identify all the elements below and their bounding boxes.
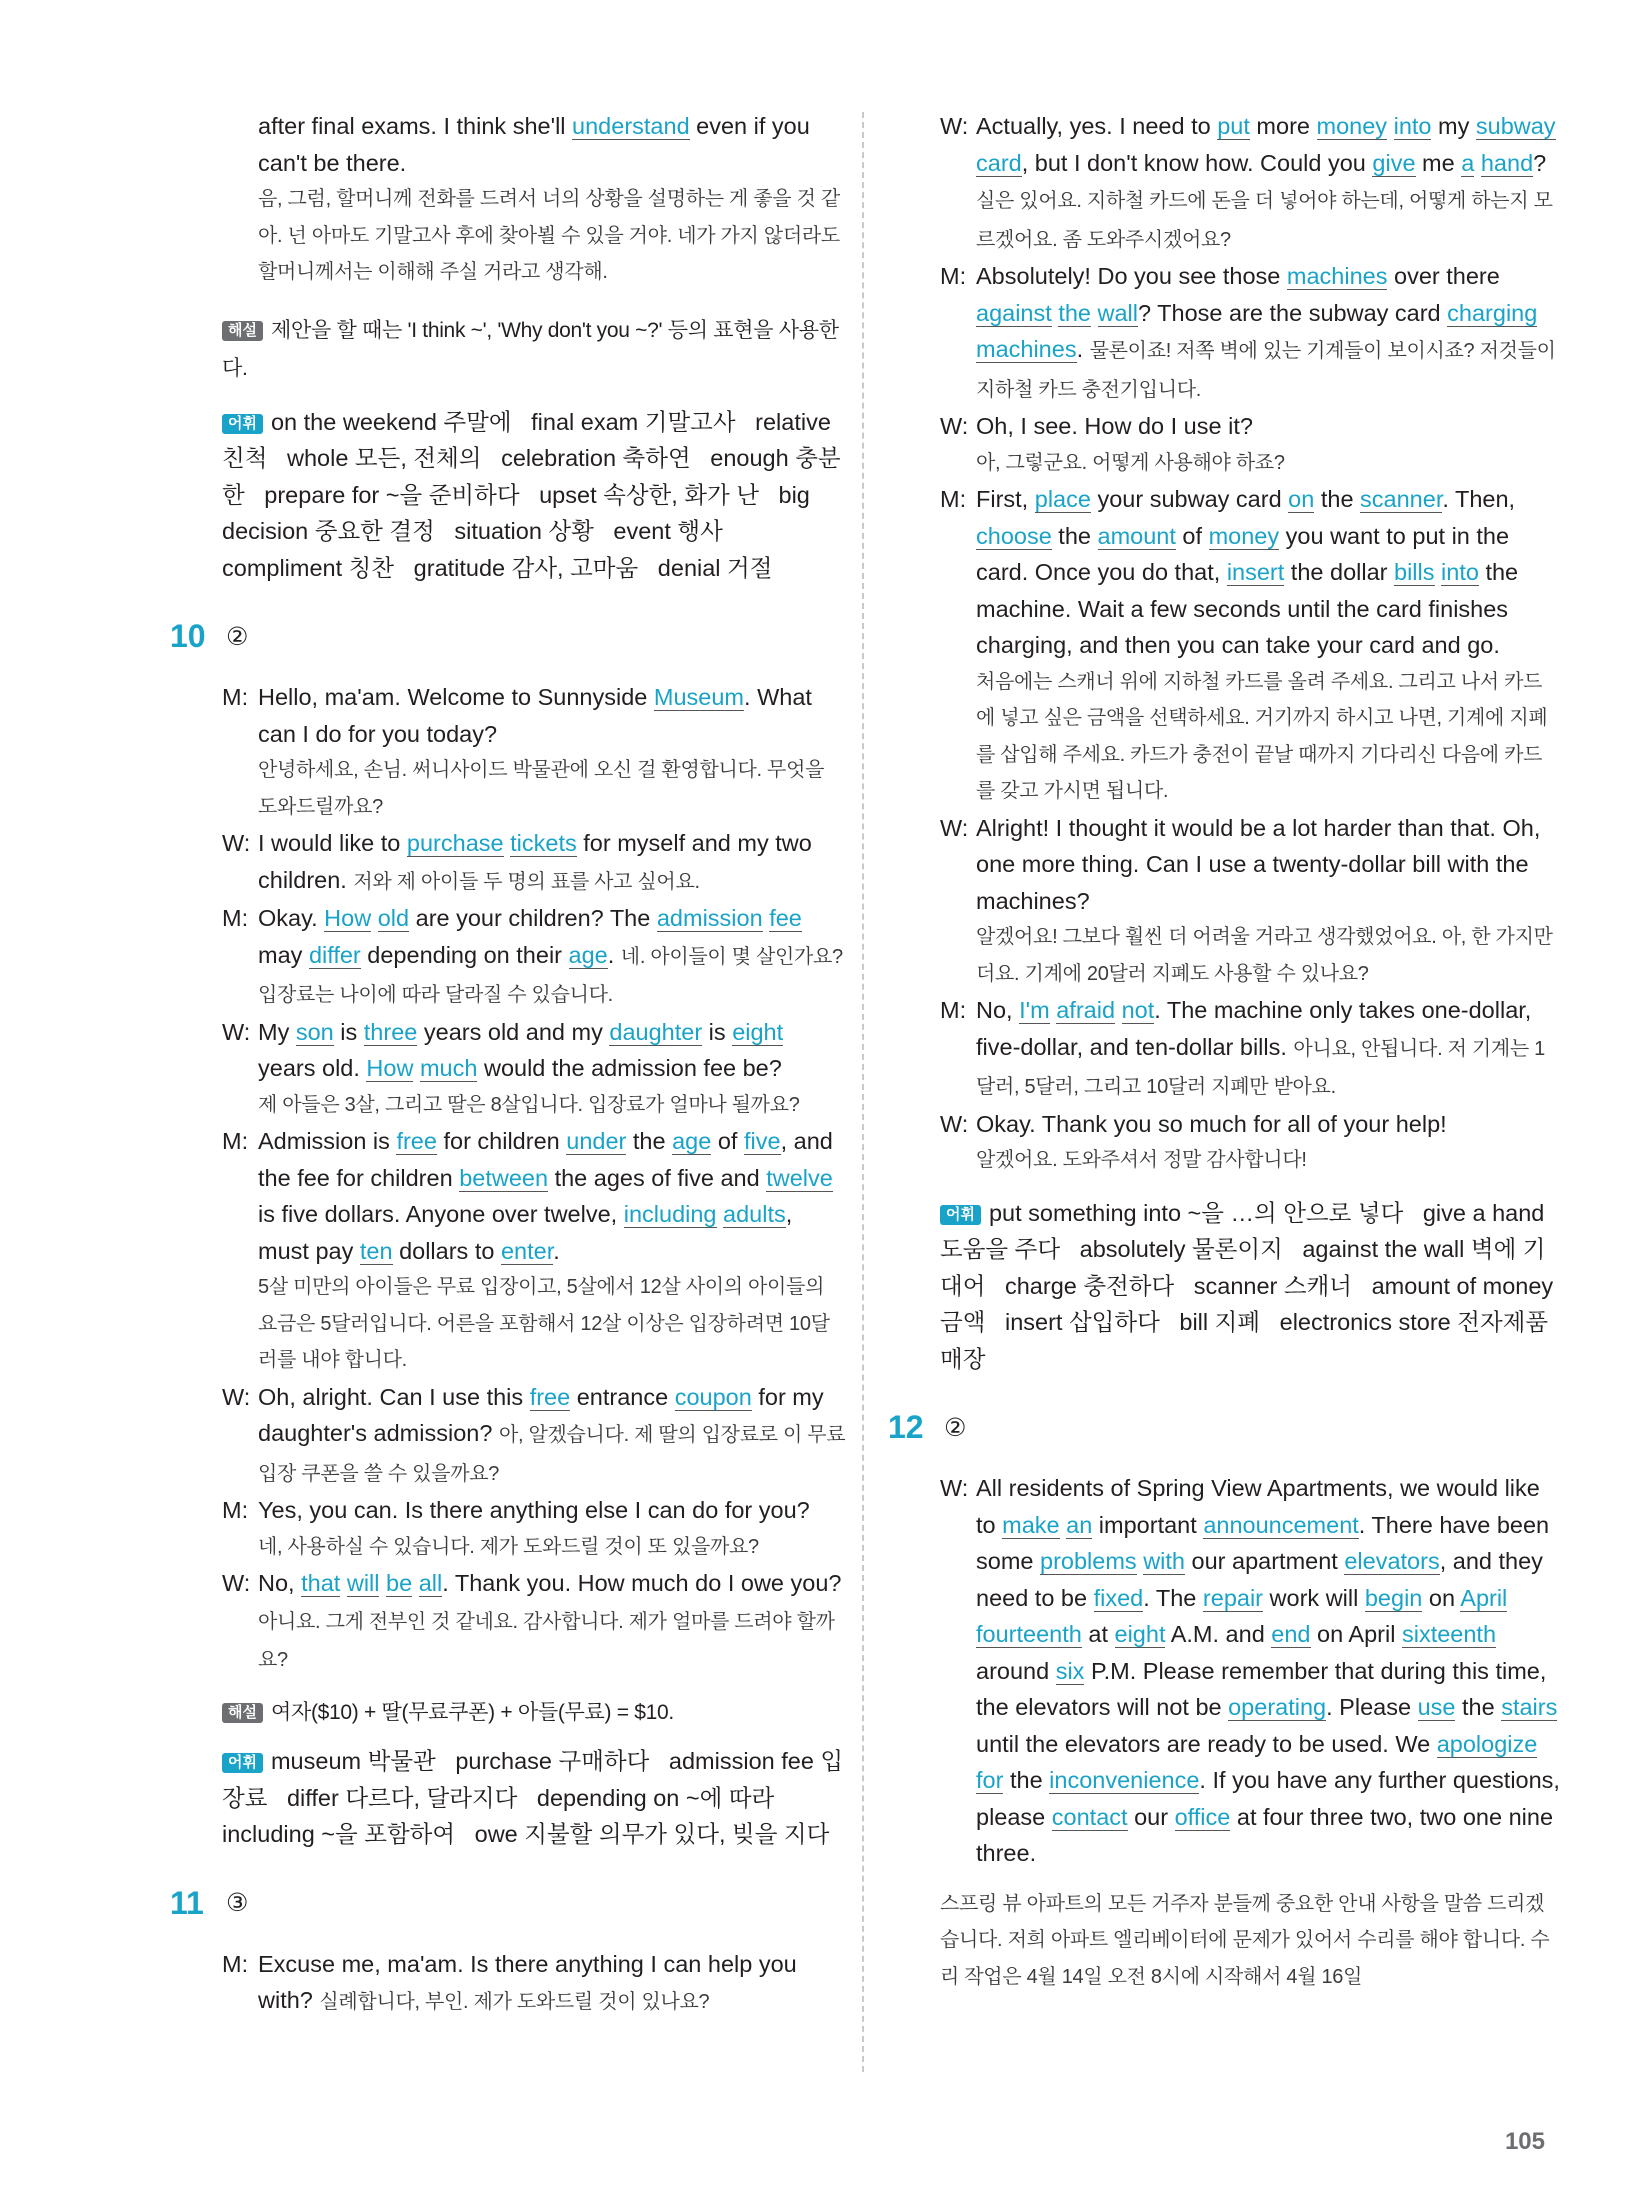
blank-answer: machines	[976, 336, 1077, 362]
speaker-label: W:	[222, 1018, 251, 1045]
blank-answer: five	[743, 1128, 781, 1154]
speaker-label: M:	[222, 1950, 249, 1977]
blank-answer: be	[386, 1570, 413, 1596]
question-number: 10	[170, 618, 206, 654]
column-divider	[862, 112, 864, 2072]
blank-answer: money	[1208, 522, 1280, 549]
explanation-tag: 해설	[222, 321, 263, 341]
blank-answer: a	[1461, 149, 1475, 176]
korean-translation: 아, 그렇군요. 어떻게 사용해야 하죠?	[976, 451, 1285, 474]
korean-translation: 처음에는 스캐너 위에 지하철 카드를 올려 주세요. 그리고 나서 카드에 넣고 싶은 금액을 선택하세요. 거기까지 하시고 나면, 기계에 지폐를 삽입해 주세요. 카드가 충전이 끝날 때까지 기다리신 다음에 카드를 갖고 가시면 됩니다.	[976, 670, 1548, 802]
korean-translation: 아니요. 그게 전부인 것 같네요. 감사합니다. 제가 얼마를 드려야 할까요?	[258, 1610, 835, 1671]
speaker-label: M:	[222, 684, 249, 710]
blank-answer: twelve	[766, 1164, 833, 1191]
blank-answer: contact	[1051, 1803, 1128, 1830]
blank-answer: repair	[1202, 1584, 1264, 1611]
blank-answer: eight	[732, 1018, 784, 1045]
speaker-label: W:	[222, 830, 251, 856]
blank-answer: bills	[1394, 559, 1435, 585]
speaker-label: M:	[940, 486, 967, 512]
blank-answer: How	[324, 905, 372, 931]
blank-answer: on	[1288, 486, 1315, 512]
explanation-tag: 해설	[222, 1703, 263, 1723]
blank-answer: card	[976, 149, 1022, 176]
vocabulary-note	[222, 404, 847, 587]
vocabulary-note	[940, 1195, 1560, 1378]
explanation-note	[222, 311, 847, 388]
blank-answer: between	[459, 1164, 549, 1191]
blank-answer: end	[1271, 1621, 1311, 1647]
blank-answer: fourteenth	[976, 1621, 1082, 1647]
blank-answer: age	[568, 941, 608, 968]
vocabulary-tag: 어휘	[940, 1205, 981, 1225]
korean-translation: 아니요, 안됩니다. 저 기계는 1달러, 5달러, 그리고 10달러 지폐만 받아요.	[976, 1037, 1546, 1098]
blank-answer: April	[1460, 1584, 1508, 1611]
korean-translation: 아, 알겠습니다. 제 딸의 입장료로 이 무료 입장 쿠폰을 쓸 수 있을까요?	[258, 1424, 846, 1485]
explanation-text: 제안을 할 때는 'I think ~', 'Why don't you ~?' 등의 표현을 사용한다.	[222, 318, 839, 380]
blank-answer: eight	[1114, 1621, 1166, 1647]
blank-answer: all	[418, 1570, 443, 1596]
dialogue-turn: W: Okay. Thank you so much for all of your help! 알겠어요. 도와주셔서 정말 감사합니다!	[940, 1106, 1560, 1179]
korean-translation: 제 아들은 3살, 그리고 딸은 8살입니다. 입장료가 얼마나 될까요?	[258, 1093, 800, 1116]
korean-translation: 실은 있어요. 지하철 카드에 돈을 더 넣어야 하는데, 어떻게 하는지 모르겠어요. 좀 도와주시겠어요?	[976, 190, 1553, 251]
blank-answer: son	[295, 1018, 334, 1045]
dialogue-turn: M: First, place your subway card on the scanner. Then, choose the amount of money you want to put in the card. Once you do that, insert the dollar bills into the machine. Wait a few seconds until the card finishes charging, and then you can take your card and go. 처음에는 스캐너 위에 지하철 카드를 올려 주세요. 그리고 나서 카드에 넣고 싶은 금액을 선택하세요. 거기까지 하시고 나면, 기계에 지폐를 삽입해 주세요. 카드가 충전이 끝날 때까지 기다리신 다음에 카드를 갖고 가시면 됩니다.	[940, 481, 1560, 810]
blank-answer: problems	[1040, 1548, 1137, 1574]
blank-answer: understand	[572, 113, 690, 139]
blank-answer: put	[1217, 113, 1250, 139]
blank-answer: elevators	[1344, 1548, 1440, 1574]
vocabulary-text: put something into ~을 …의 안으로 넣다 give a hand 도움을 주다 absolutely 물론이지 against the wall 벽에 기대어 charge 충전하다 scanner 스캐너 amount of money 금액 insert 삽입하다 bill 지폐 electronics store 전자제품 매장	[940, 1199, 1560, 1372]
blank-answer: subway	[1475, 113, 1556, 139]
blank-answer: daughter	[609, 1018, 703, 1045]
answer-mark: ②	[226, 622, 249, 651]
blank-answer: sixteenth	[1401, 1621, 1497, 1647]
speaker-label: W:	[940, 1110, 969, 1137]
blank-answer: adults	[723, 1201, 786, 1227]
korean-translation: 알겠어요! 그보다 훨씬 더 어려울 거라고 생각했었어요. 아, 한 가지만 더요. 기계에 20달러 지폐도 사용할 수 있나요?	[976, 926, 1553, 985]
blank-answer: not	[1121, 997, 1155, 1023]
text: even if you can't be there.	[258, 113, 810, 176]
blank-answer: hand	[1480, 149, 1534, 176]
korean-translation: 실례합니다, 부인. 제가 도와드릴 것이 있나요?	[319, 1991, 710, 2013]
blank-answer: machines	[1286, 263, 1388, 289]
speaker-label: W:	[222, 1383, 251, 1410]
blank-answer: use	[1417, 1694, 1456, 1720]
dialogue-turn: W: Oh, I see. How do I use it? 아, 그렇군요. 어떻게 사용해야 하죠?	[940, 408, 1560, 481]
vocabulary-tag: 어휘	[222, 414, 263, 434]
blank-answer: old	[377, 905, 410, 931]
blank-answer: free	[529, 1383, 571, 1410]
blank-answer: an	[1066, 1511, 1093, 1538]
dialogue-turn: M: Okay. How old are your children? The admission fee may differ depending on their age. 네. 아이들이 몇 살인가요? 입장료는 나이에 따라 달라질 수 있습니다.	[222, 900, 847, 1014]
question-number: 12	[888, 1409, 924, 1445]
blank-answer: begin	[1364, 1584, 1423, 1611]
korean-translation: 알겠어요. 도와주셔서 정말 감사합니다!	[976, 1149, 1307, 1171]
question-number: 11	[170, 1884, 204, 1921]
vocabulary-text: museum 박물관 purchase 구매하다 admission fee 입장료 differ 다르다, 달라지다 depending on ~에 따라 including ~을 포함하여 owe 지불할 의무가 있다, 빚을 지다	[222, 1748, 844, 1847]
blank-answer: Museum	[653, 684, 745, 710]
question-11-header	[170, 1885, 847, 1922]
korean-translation: 음, 그럼, 할머니께 전화를 드려서 너의 상황을 설명하는 게 좋을 것 같아. 넌 아마도 기말고사 후에 찾아뵐 수 있을 거야. 네가 가지 않더라도 할머니께서는 이해해 주실 거라고 생각해.	[258, 188, 840, 283]
blank-answer: under	[566, 1128, 627, 1154]
blank-answer: with	[1143, 1548, 1185, 1574]
speaker-label: W:	[940, 1475, 969, 1501]
blank-answer: purchase	[406, 830, 504, 856]
blank-answer: give	[1372, 149, 1416, 176]
dialogue-turn: M: Excuse me, ma'am. Is there anything I can help you with? 실례합니다, 부인. 제가 도와드릴 것이 있나요?	[222, 1946, 847, 2021]
question-12-header	[888, 1409, 1560, 1446]
dialogue-turn: W: Oh, alright. Can I use this free entrance coupon for my daughter's admission? 아, 알겠습니다. 제 딸의 입장료로 이 무료 입장 쿠폰을 쓸 수 있을까요?	[222, 1379, 847, 1493]
speaker-label: M:	[940, 263, 967, 289]
blank-answer: free	[396, 1128, 437, 1154]
speaker-label: M:	[222, 905, 249, 931]
blank-answer: scanner	[1360, 486, 1443, 512]
blank-answer: place	[1034, 486, 1091, 512]
korean-translation: 네, 사용하실 수 있습니다. 제가 도와드릴 것이 또 있을까요?	[258, 1535, 759, 1558]
blank-answer: much	[419, 1055, 478, 1081]
blank-answer: admission	[656, 905, 763, 931]
blank-answer: stairs	[1501, 1694, 1558, 1720]
blank-answer: I'm	[1019, 997, 1050, 1023]
korean-translation: 안녕하세요, 손님. 써니사이드 박물관에 오신 걸 환영합니다. 무엇을 도와드릴까요?	[258, 759, 825, 818]
speaker-label: W:	[940, 814, 969, 841]
blank-answer: ten	[359, 1237, 393, 1264]
blank-answer: apologize	[1436, 1730, 1538, 1757]
speaker-label: M:	[222, 1497, 249, 1523]
korean-translation: 네. 아이들이 몇 살인가요? 입장료는 나이에 따라 달라질 수 있습니다.	[258, 945, 843, 1006]
vocabulary-note	[222, 1743, 847, 1853]
vocabulary-tag: 어휘	[222, 1753, 263, 1773]
speaker-label: M:	[222, 1128, 249, 1154]
blank-answer: differ	[308, 941, 361, 968]
text: after final exams. I think she'll	[258, 113, 573, 139]
left-column	[170, 108, 847, 2021]
blank-answer: six	[1055, 1657, 1085, 1684]
blank-answer: that	[301, 1570, 341, 1596]
dialogue-turn: W: Actually, yes. I need to put more money into my subway card, but I don't know how. Could you give me a hand? 실은 있어요. 지하철 카드에 돈을 더 넣어야 하는데, 어떻게 하는지 모르겠어요. 좀 도와주시겠어요?	[940, 108, 1560, 258]
blank-answer: tickets	[510, 830, 577, 856]
blank-answer: into	[1393, 113, 1432, 139]
page-number: 105	[1504, 2128, 1545, 2155]
dialogue-turn: W: No, that will be all. Thank you. How much do I owe you? 아니요. 그게 전부인 것 같네요. 감사합니다. 제가 얼마를 드려야 할까요?	[222, 1565, 847, 1679]
blank-answer: office	[1174, 1803, 1231, 1830]
korean-translation: 물론이죠! 저쪽 벽에 있는 기계들이 보이시죠? 저것들이 지하철 카드 충전기입니다.	[976, 340, 1556, 401]
blank-answer: the	[1058, 299, 1091, 326]
blank-answer: choose	[976, 522, 1052, 549]
blank-answer: charging	[1447, 299, 1538, 326]
blank-answer: How	[366, 1055, 414, 1081]
blank-answer: fixed	[1093, 1584, 1144, 1611]
korean-translation: 스프링 뷰 아파트의 모든 거주자 분들께 중요한 안내 사항을 말씀 드리겠습니다. 저희 아파트 엘리베이터에 문제가 있어서 수리를 해야 합니다. 수리 작업은 4월 14일 오전 8시에 시작해서 4월 16일	[940, 1892, 1550, 1988]
explanation-text: 여자($10) + 딸(무료쿠폰) + 아들(무료) = $10.	[270, 1700, 674, 1724]
blank-answer: into	[1441, 559, 1479, 585]
vocabulary-text: on the weekend 주말에 final exam 기말고사 relative 친척 whole 모든, 전체의 celebration 축하연 enough 충분한 prepare for ~을 준비하다 upset 속상한, 화가 난 big decision 중요한 결정 situation 상황 event 행사 compliment 칭찬 gratitude 감사, 고마움 denial 거절	[222, 408, 841, 581]
speaker-label: M:	[940, 997, 967, 1023]
speaker-label: W:	[222, 1570, 251, 1596]
right-column	[888, 108, 1560, 1995]
blank-answer: age	[672, 1128, 712, 1154]
blank-answer: afraid	[1056, 997, 1116, 1023]
dialogue-turn: M: Hello, ma'am. Welcome to Sunnyside Museum. What can I do for you today? 안녕하세요, 손님. 써니사이드 박물관에 오신 걸 환영합니다. 무엇을 도와드릴까요?	[222, 679, 847, 825]
blank-answer: wall	[1097, 299, 1138, 326]
blank-answer: money	[1316, 113, 1388, 139]
speaker-label: W:	[940, 413, 969, 439]
question-10-dialogue	[222, 679, 847, 1679]
blank-answer: enter	[500, 1237, 554, 1264]
blank-answer: insert	[1226, 559, 1285, 585]
blank-answer: announcement	[1203, 1511, 1359, 1538]
blank-answer: will	[346, 1570, 380, 1596]
blank-answer: for	[976, 1767, 1004, 1793]
blank-answer: three	[363, 1018, 418, 1045]
blank-answer: inconvenience	[1049, 1767, 1200, 1793]
speaker-label: W:	[940, 113, 969, 139]
blank-answer: make	[1002, 1511, 1060, 1538]
dialogue-turn: W: Alright! I thought it would be a lot harder than that. Oh, one more thing. Can I use a twenty-dollar bill with the machines? 알겠어요! 그보다 훨씬 더 어려울 거라고 생각했었어요. 아, 한 가지만 더요. 기계에 20달러 지폐도 사용할 수 있나요?	[940, 810, 1560, 993]
dialogue-turn: M: No, I'm afraid not. The machine only takes one-dollar, five-dollar, and ten-dollar bills. 아니요, 안됩니다. 저 기계는 1달러, 5달러, 그리고 10달러 지폐만 받아요.	[940, 992, 1560, 1106]
question-10-header	[170, 618, 847, 655]
dialogue-continuation	[222, 108, 847, 291]
answer-mark: ③	[226, 1889, 249, 1917]
korean-translation: 저와 제 아이들 두 명의 표를 사고 싶어요.	[353, 870, 700, 893]
blank-answer: fee	[769, 905, 802, 931]
dialogue-turn: W: My son is three years old and my daughter is eight years old. How much would the admission fee be? 제 아들은 3살, 그리고 딸은 8살입니다. 입장료가 얼마나 될까요?	[222, 1014, 847, 1124]
blank-answer: against	[976, 299, 1052, 326]
explanation-note	[222, 1693, 847, 1732]
dialogue-turn: M: Absolutely! Do you see those machines over there against the wall? Those are the subway card charging machines. 물론이죠! 저쪽 벽에 있는 기계들이 보이시죠? 저것들이 지하철 카드 충전기입니다.	[940, 258, 1560, 408]
blank-answer: including	[623, 1201, 717, 1227]
blank-answer: amount	[1097, 522, 1176, 549]
korean-translation: 5살 미만의 아이들은 무료 입장이고, 5살에서 12살 사이의 아이들의 요금은 5달러입니다. 어른을 포함해서 12살 이상은 입장하려면 10달러를 내야 합니다.	[258, 1276, 830, 1371]
answer-mark: ②	[944, 1413, 967, 1442]
blank-answer: coupon	[674, 1383, 752, 1410]
blank-answer: operating	[1228, 1694, 1327, 1720]
announcement: W: All residents of Spring View Apartments, we would like to make an important announcement. There have been some problems with our apartment elevators, and they need to be fixed. The repair work will begin on April fourteenth at eight A.M. and end on April sixteenth around six P.M. Please remember that during this time, the elevators will not be operating. Please use the stairs until the elevators are ready to be used. We apologize for the inconvenience. If you have any further questions, please contact our office at four three two, two one nine three.	[940, 1470, 1560, 1872]
dialogue-turn: M: Yes, you can. Is there anything else I can do for you? 네, 사용하실 수 있습니다. 제가 도와드릴 것이 또 있을까요?	[222, 1492, 847, 1565]
dialogue-turn: M: Admission is free for children under the age of five, and the fee for children between the ages of five and twelve is five dollars. Anyone over twelve, including adults, must pay ten dollars to enter. 5살 미만의 아이들은 무료 입장이고, 5살에서 12살 사이의 아이들의 요금은 5달러입니다. 어른을 포함해서 12살 이상은 입장하려면 10달러를 내야 합니다.	[222, 1123, 847, 1379]
dialogue-turn: W: I would like to purchase tickets for myself and my two children. 저와 제 아이들 두 명의 표를 사고 싶어요.	[222, 825, 847, 900]
